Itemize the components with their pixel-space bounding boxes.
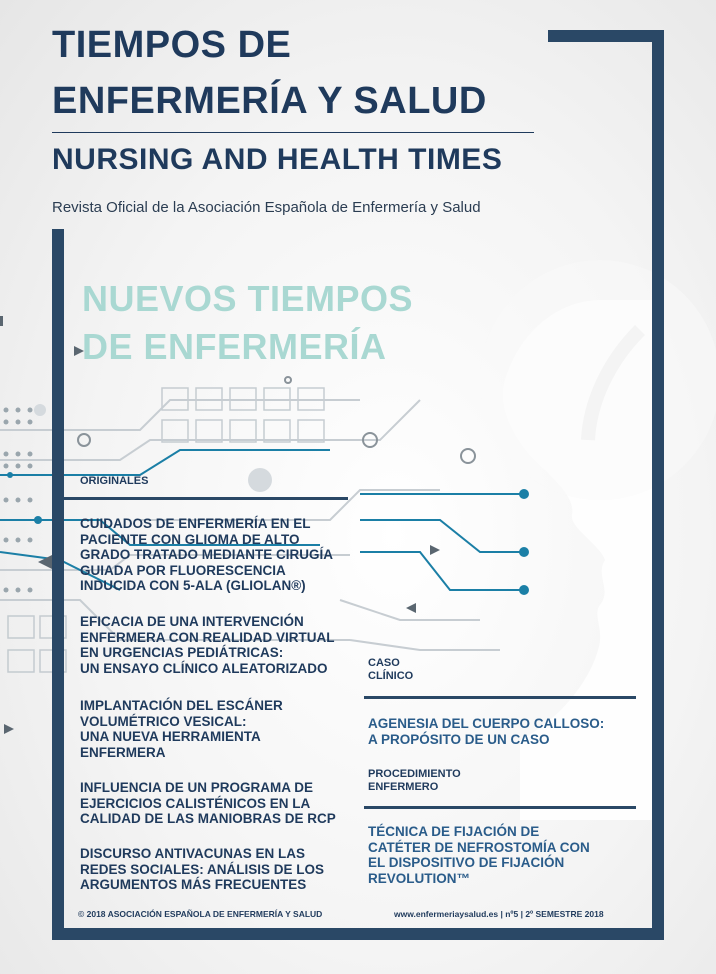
article-title-caso-clinico: AGENESIA DEL CUERPO CALLOSO: A PROPÓSITO DE UN CASO xyxy=(368,716,605,747)
section-label-caso-clinico: CASO CLÍNICO xyxy=(368,657,414,682)
section-label-procedimiento: PROCEDIMIENTO ENFERMERO xyxy=(368,768,461,793)
section-label-originales: ORIGINALES xyxy=(80,475,149,487)
journal-subtitle: Revista Oficial de la Asociación Española de Enfermería y Salud xyxy=(52,199,481,216)
article-title: DISCURSO ANTIVACUNAS EN LAS REDES SOCIALES: ANÁLISIS DE LOS ARGUMENTOS MÁS FRECUENTES xyxy=(80,846,325,892)
frame-right-bar xyxy=(652,30,664,940)
journal-title-english: NURSING AND HEALTH TIMES xyxy=(52,143,503,176)
frame-bottom-bar xyxy=(52,928,664,940)
headline-line2: DE ENFERMERÍA xyxy=(82,326,387,367)
frame-left-bar xyxy=(52,229,64,940)
article-title: IMPLANTACIÓN DEL ESCÁNER VOLUMÉTRICO VESICAL: UNA NUEVA HERRAMIENTA ENFERMERA xyxy=(80,698,283,760)
article-title: EFICACIA DE UNA INTERVENCIÓN ENFERMERA CON REALIDAD VIRTUAL EN URGENCIAS PEDIÁTRICAS: UN ENSAYO CLÍNICO ALEATORIZADO xyxy=(80,614,335,676)
article-title: INFLUENCIA DE UN PROGRAMA DE EJERCICIOS CALISTÉNICOS EN LA CALIDAD DE LAS MANIOBRAS DE RCP xyxy=(80,780,336,826)
title-divider xyxy=(52,132,534,133)
footer-copyright: © 2018 ASOCIACIÓN ESPAÑOLA DE ENFERMERÍA Y SALUD xyxy=(78,909,323,919)
journal-title-line1: TIEMPOS DE xyxy=(52,24,292,66)
section-rule-originales xyxy=(64,497,348,500)
article-title: CUIDADOS DE ENFERMERÍA EN EL PACIENTE CON GLIOMA DE ALTO GRADO TRATADO MEDIANTE CIRUGÍA GUIADA POR FLUORESCENCIA INDUCIDA CON 5-ALA (GLIOLAN®) xyxy=(80,516,333,593)
article-title-procedimiento: TÉCNICA DE FIJACIÓN DE CATÉTER DE NEFROSTOMÍA CON EL DISPOSITIVO DE FIJACIÓN REVOLUTION™ xyxy=(368,824,590,886)
section-rule-caso-clinico xyxy=(364,696,636,699)
footer-issue-info: www.enfermeriaysalud.es | nº5 | 2º SEMESTRE 2018 xyxy=(394,909,604,919)
journal-title-line2: ENFERMERÍA Y SALUD xyxy=(52,80,487,122)
headline-line1: NUEVOS TIEMPOS xyxy=(82,278,414,319)
frame-top-bar xyxy=(548,30,664,42)
section-rule-procedimiento xyxy=(364,806,636,809)
